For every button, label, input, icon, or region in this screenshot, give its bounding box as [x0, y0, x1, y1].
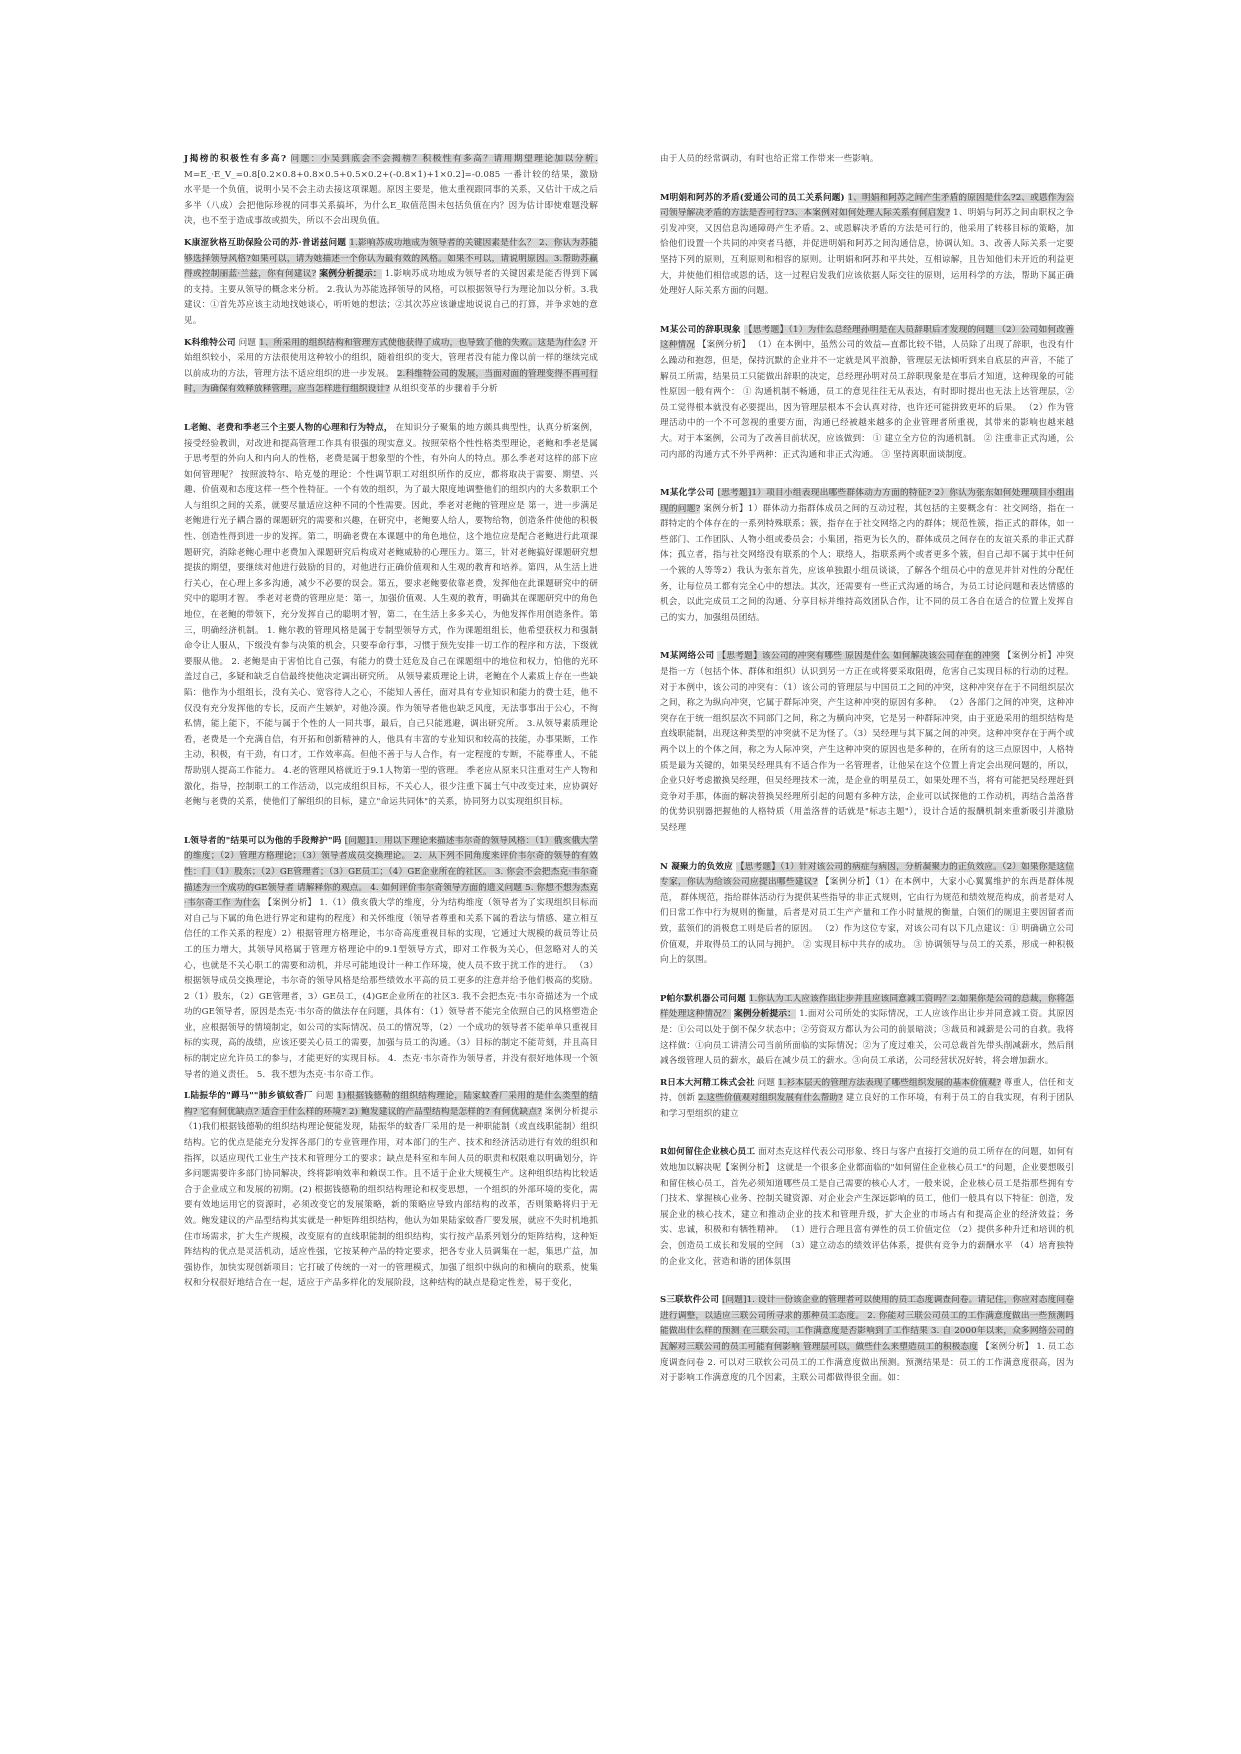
case-entry	[660, 152, 1074, 168]
case-entry	[184, 1089, 598, 1292]
analysis-label: 案例分析提示：	[734, 1009, 797, 1020]
case-entry	[660, 191, 1074, 300]
case-analysis: 由于人员的经常调动，有时也给正常工作带来一些影响。	[660, 154, 879, 164]
case-title: M某公司的辞职现象	[660, 324, 741, 335]
case-analysis: M=E_·E_V_=0.8[0.2×0.8+0.8×0.5+0.5×0.2+(-0.8×1)+1×0.2]=-0.085 一番计较的结果，激励水平是一个负值，说明小吴不会主动去接这项课题。原因主要是，他太重视跟同事的关系，又估计干成之后多半（八成）会把他际珍视的同事关系搞坏，为什么E_取值范围未包括负值在内？因为估计即使难题没解决，也不至于造成事故或损失，所以不会出现负值。	[184, 169, 598, 227]
case-question: [问题]1. 设计一份该企业的管理者可以使用的员工态度调查问卷。请记住，你应对态度问卷进行调整，以适应三联公司所寻求的那种员工态度。 2. 你能对三联公司员工的工作满意度做出一些预测吗 能做出什么样的预测 在三联公司，工作满意度是否影响到了工作结果 3. 自 2000年以来，众多网络公司的瓦解对三联公司的员工可能有何影响 管理层可以，做些什么来塑造员工的积极态度	[660, 1295, 1074, 1352]
case-title: N 凝聚力的负效应	[660, 861, 733, 872]
case-question-2: 2.科维特公司的发展，当面对面的管理变得不再可行时，为确保有效释放释管理，应当怎样进行组织设计?	[184, 368, 598, 395]
case-title: S三联软件公司	[660, 1295, 720, 1306]
case-question: 问题：小吴到底会不会揭榜？积极性有多高？请用期望理论加以分析.	[290, 154, 598, 164]
case-entry	[184, 236, 598, 330]
case-entry	[660, 323, 1074, 463]
case-question: 1.影响苏成功地成为领导者的关键因素是什么？ 2、你认为苏能够选择领导风格?如果可以，请为她描述一个你认为最有效的风格。如果不可以，请说明原因。3.帮助苏赢得或控制丽蓝·兰兹，你有何建议?	[184, 237, 599, 280]
case-title: R如何留住企业核心员工	[660, 1147, 756, 1158]
case-analysis: 尊重人，信任和支持，创新	[660, 1077, 1075, 1104]
case-question: 1.你认为工人应该作出让步并且应该同意减工资吗？2.如果你是公司的总裁，你将怎样处理这种情况？	[660, 993, 1075, 1020]
case-title: J揭榜的积极性有多高?	[184, 154, 287, 164]
case-title: M某网络公司	[660, 651, 715, 662]
left-column	[184, 152, 598, 1315]
case-entry	[184, 834, 598, 1084]
case-entry	[184, 421, 598, 811]
case-title: K科维特公司	[184, 337, 236, 348]
case-question: 【思考题】该公司的冲突有哪些 原因是什么 如何解决该公司存在的冲突	[717, 651, 1000, 662]
case-entry	[660, 1145, 1074, 1270]
case-title: K康涩狄格互助保险公司的苏·普诺兹问题	[184, 237, 347, 248]
case-analysis-2: 建立良好的工作环境，有利于员工的自我实现，有利于团队和学习型组织的建立	[660, 1093, 1074, 1119]
case-question: 1、明娟和阿苏之间产生矛盾的原因是什么?2、或恩作为公司领导解决矛盾的方法是否可行?3、本案例对如何处理人际关系有何启发?	[660, 192, 1074, 219]
case-analysis: 1.影响苏成功地成为领导者的关键因素是能否得到下属的支持。主要从领导的概念来分析。 2.我认为苏能选择领导的风格，可以根据领导行为理论加以分析。3.我建议：①首先苏应该主动地找她谈心，听听她的想法；②其次苏应该谦虚地说说自己的打算，并争求她的意见。	[184, 269, 599, 326]
case-entry	[184, 336, 598, 398]
case-entry	[660, 1293, 1074, 1387]
case-title: M明娟和阿苏的矛盾(爱通公司的员工关系问题)	[660, 192, 845, 203]
case-question-2: 2.这些价值观对组织发展有什么帮助?	[698, 1093, 843, 1104]
case-analysis: 【案例分析】 （1）在本例中，虽然公司的效益—直都比较不错，人员除了出现了辞职，也没有什么躁动和抱怨，但是，保持沉默的企业并不一定就是风平浪静，管理层无法倾听到来自底层的声音，不能了解员工所需，结果员工只能做出辞职的决定，总经理孙明对员工辞职现象是在事后才知道，这种现象的可能性原因一般有两个： ① 沟通机制不畅通，员工的意见往往无从表达，有时即时提出也无法上达管理层，② 员工觉得根本就没有必要提出，因为管理层根本不会认真对待，也许还可能拼致更坏的后果。 （2）作为管理活动中的一个不可忽视的重要方面，沟通已经被越来越多的企业管理者所重视，其带来的影响也越来越大。对于本案例，公司为了改善目前状况，应该做到： ① 建立全方位的沟通机制。 ② 注重非正式沟通，公司内部的沟通方式不外乎两种：正式沟通和非正式沟通。 ③ 坚持离职面谈制度。	[660, 340, 1074, 460]
case-analysis: 开始组织较小，采用的方法很使用这种较小的组织，随着组织的变大，管理者没有能力像以前一样的继续完成以前成功的方法，管理方法不适应组织的进一步发展。	[184, 337, 598, 379]
case-question: 1)根据钱德勒的组织结构理论，陆家蚊香厂采用的是什么类型的结构? 它有何优缺点? 适合于什么样的环境? 2) 鲍发建议的产品型结构是怎样的? 有何优缺点?	[184, 1091, 599, 1117]
case-lead: 问题	[757, 1077, 776, 1088]
case-title: P帕尔默机器公司问题	[660, 993, 746, 1004]
case-analysis-2: 从组织变革的步骤着手分析	[392, 384, 498, 395]
case-question: 【思考题】（1）针对该公司的病症与病因，分析凝聚力的正负效应。（2）如果你是这位专家，你认为给该公司应提出哪些建议?	[660, 861, 1074, 888]
case-question: 1、所采用的组织结构和管理方式使他获得了成功，也导致了他的失败。这是为什么?	[259, 337, 587, 348]
case-analysis: 案例分析提示（1)我们根据钱德勒的组织结构理论便能发现，陆振华的蚊香厂采用的是一种职能制（或直线职能制）组织结构。它的优点是能充分发挥各部门的专业管理作用，对本部门的生产、技术和经济活动进行有效的组织和指挥，以适应现代工业生产技术和管理分工的要求；缺点是科室和车间人员的职责和权限难以明确划分，许多问题需要许多部门协同解决，终将影响效率和赖误工作。且不适于企业大规模生产。这种组织结构比较适合于企业成立和发展的初期。(2) 根据钱德勒的组织结构理论和权变思想，一个组织的外部环境的变化，需要有效地运用它的资源时，必须改变它的发展策略，新的策略应导致内部结构的改革，否则策略将归于无效。鲍发建议的产品型结构其实就是一种矩阵组织结构，他认为如果陆家蚊香厂要发展，就应不失时机地抓住市场需求，扩大生产规模，改变原有的直线职能制的组织结构，实行按产品系列划分的矩阵结构，这种矩阵结构的优点是灵活机动，适应性强，它按某种产品的特定要求，把各专业人员调集在一起，集思广益，加强协作，加快实现创新项目；它打破了传统的一对一的管理模式，加强了组织中纵向的和横向的联系，使集权和分权很好地结合在一起，适应于产品多样化的发展阶段，这种结构的缺点是稳定性差，易于变化，	[184, 1106, 598, 1289]
case-lead: 问题	[238, 337, 257, 348]
case-analysis: 在知识分子聚集的地方颇具典型性，认真分析案例，接受经验教训，对改进和提高管理工作具有很强的现实意义。按照荣格个性性格类型理论，老鲍和季老是属于思考型的外向人和内向人的性格，老费是属于想象型的个性，有外向人的特点。那么季老对这样的部下应如何管理呢？ 按照波特尔、哈克曼的理论：个性调节职工对组织所作的反应，都将取决于需要、期望、兴趣、价值观和态度这样一些个性特征。一个有效的组织，为了最大限度地调整他们的组织内的大多数职工个人与组织之间的关系，就要尽量适应这种不同的个性需要。因此，季老对老鲍的管理应是 第一，进一步满足老鲍进行光子耦合器的课题研究的需要和兴趣，在研究中，老鲍要人给人，要物给物，创造条件使他的积极性、创造性得到进一步的发挥。第二，明确老费在本课题中的角色地位，这个地位应是配合老鲍进行此项课题研究，消除老鲍心理中老费加入课题研究后构成对老鲍威胁的心理压力。第三，针对老鲍搞好课题研究想提拔的期望，要继续对他进行鼓励的目的，对他进行正确价值观和人生观的教育和培养。第四，从生活上进行关心，在心理上多多沟通，减少不必要的误会。第五，要求老鲍要依靠老费，发挥他在此课题研究中的研究中的聪明才智。 季老对老费的管理应是：第一，加强价值观、人生观的教育，明确其在课题研究中的角色地位，在老鲍的带领下，充分发挥自己的聪明才智，第二，在生活上多多关心，为他发挥作用创造条件。第三，明确经济机制。 1. 鲍尔教的管理风格是属于专制型领导方式，作为课题组组长，他希望获权力和强制命令让人服从，下级没有参与决策的机会，只要奉命行事，习惯于预先安排一切工作的程序和方法，下级就要服从他。 2. 老鲍是由于害怕比自己强，有能力的费士廷危及自己在课题组中的地位和权力，怕他的光环盖过自己，多疑和缺乏自信最终使他决定调出研究所。 从领导素质理论上讲，老鲍在个人素质上存在一些缺陷：他作为小组组长，没有关心、宽容待人之心，不能知人善任，面对具有专业知识和能力的费士廷，他不仅没有充分发挥他的专长，反而产生嫉妒，对他冷漠。作为领导者他也缺乏风度，无法事事出于公心，不徇私情，能上能下，不能与属于个性的人一同共事，最后，自己只能逃避，调出研究所。 3.从领导素质理论看，老费是一个充满自信，有开拓和创新精神的人，他具有丰富的专业知识和较高的技能，办事果断，工作主动，积极，有干劲，有口才，工作效率高。但他不善于与人合作，有一定程度的专断，不能尊重人，不能帮助别人提高工作能力。 4.老的管理风格就近于9.1人物第一型的管理。 季老应从原来只注重对生产人物和激化，指导，控制职工的工作活动，以完成组织目标，不关心人，很少注重下属士气中改变过来，应协调好老鲍与老费的关系，使他们了解组织的目标，建立"命运共同体"的关系，协同努力以实现组织目标。	[184, 422, 598, 808]
case-analysis: 【案例分析】（1）在本例中，大家小心翼翼维护的东西是群体规范， 群体规范，指给群体活动行为提供某些指导的非正式规则，它由行为规范和绩效规范构成，前者是对人们日常工作中行为规则的衡量，后者是对员工生产产量和工作小时量规的衡量，白领们的厕退主要因留者而致，蓝领们的消极怠工则是后者的原因。 （2）作为这位专家，对该公司有以下几点建议：① 明确确立公司价值观，并取得员工的认同与拥护。 ② 实现目标中共存的成功。 ③ 协调领导与员工的关系，形成一种积极向上的氛围。	[660, 877, 1074, 966]
right-column	[660, 152, 1074, 1410]
case-entry	[660, 649, 1074, 836]
case-title: L领导者的"结果可以为他的手段辩护"吗	[184, 835, 342, 846]
case-analysis: 面对杰克这样代表公司形象、终日与客户直接打交道的员工所存在的问题，如何有效地加以解决呢【案例分析】 这就是一个很多企业都面临的"如何留住企业核心员工"的问题，企业要想吸引和留住核心员工，首先必须知道哪些员工是自己需要的核心人才，一般来说，企业核心员工是指那些拥有专门技术、掌握核心业务、控制关键资源、对企业会产生深远影响的员工，他们一般具有以下特征：创造，发展企业的核心技术，建立和推动企业的技术和管理升级，扩大企业的市场占有和提高企业的经济效益；务实、忠诚，积极和有牺牲精神。 （1）进行合理且富有弹性的员工价值定位 （2）提供多种升迁和培训的机会，创造员工成长和发展的空间 （3）建立动态的绩效评估体系，提供有竞争力的薪酬水平 （4）培育独特的企业文化，营造和谐的团体氛围	[660, 1147, 1074, 1267]
case-analysis: 【案例分析】 1.（1）俄亥俄大学的维度，分为结构维度（领导者为了实现组织目标而对自己与下属的角色进行界定和建构的程度）和关怀维度（领导者尊重和关系下属的看法与情感、建立相互信任的工作关系的程度）2）根据管理方格理论，韦尔奇高度重视目标的实现，它通过大规模的裁员等让员工的压力增大，其领导风格属于管理方格理论中的9.1型领导方式，即对工作极为关心，但忽略对人的关心，也就是不关心职工的需要和动机，并尽可能地设计一种工作环境，使人员不致于扰工作的进行。 （3）根据领导成员交换理论，韦尔奇的领导风格是给那些绩效水平高的员工更多的注意并给予他们极高的奖励。 2（1）股东，（2）GE管理者，3）GE员工，(4)GE企业所在的社区3. 我不会把杰克·韦尔奇描述为一个成功的GE领导者，原因是杰克·韦尔奇的做法存在问题，具体有：（1）领导者不能完全依照自己的风格塑造企业，应根据领导的情境制定，如公司的实际情况、员工的情况等，（2）一个成功的领导者不能单单只重视目标的实现，高的战绩，应该还要关心员工的需要，加强与员工的沟通。（3）目标的制定不能苛刻，并且高目标的制定应允许员工的参与，才能更好的实现目标。 4．杰克·韦尔奇作为领导者，并没有很好地体现一个领导者的道义责任。 5．我不想为杰克·韦尔奇工作。	[184, 898, 598, 1080]
case-title: R日本大河精工株式会社	[660, 1077, 755, 1088]
case-analysis: 【案例分析】 1. 员工态度调查问卷 2. 可以对三联软公司员工的工作满意度做出预测。预测结果是：员工的工作满意度很高，因为对于影响工作满意度的几个因素，主联公司都做得很全面。如：	[660, 1342, 1074, 1384]
case-title: M某化学公司	[660, 488, 715, 499]
case-entry	[184, 152, 598, 230]
case-entry	[660, 860, 1074, 969]
case-analysis: 1、明娟与阿苏之间由职权之争引发冲突，又因信息沟通障碍产生矛盾。2、或恩解决矛盾的方法是可行的，他采用了转移目标的策略，加恰他们设置一个共同的冲突者马德，并促进明娟和阿苏之间沟通信息，协调认知。3、改善人际关系一定要坚持下列的原则，互利原则和相容的原则。让明娟和阿苏和平共处，互相谅解，且告知他们未开近的利益更大，并使他们相信或恩的话，这一过程启发我们应该依据人际交往的原则，运用科学的方法，帮助下属正确处理好人际关系方面的问题。	[660, 208, 1074, 297]
case-analysis: 1.面对公司所处的实际情况，工人应该作出让步并同意减工资。其原因是：①公司以处于倒不保夕状态中；②劳资双方都认为公司的前景暗淡；③裁员和减薪是公司的自救。我将这样做：①向员工讲清公司当前所面临的实际情况；②为了度过难关，公司总裁首先带头削减薪水，然后削减各级管理人员的薪水，最后在减少员工的薪水。③向员工承诺，公司经营状况好转，将会增加薪水。	[660, 1009, 1074, 1067]
case-entry	[660, 992, 1074, 1070]
case-question: 【思考题】（1）为什么总经理孙明是在人员辞职后才发现的问题 （2）公司如何改善这种情况	[660, 324, 1074, 351]
case-question: [问题]1．用以下理论来描述韦尔奇的领导风格：（1）俄亥俄大学的维度；（2）管理方格理论；（3）领导者成员交换理论。 2．从下列不同角度来评价韦尔奇的领导的有效性：门（1）股东；（2）GE管理者；（3）GE员工；（4）GE企业所在的社区。 3. 你会不会把杰克·韦尔奇描述为一个成功的GE领导者 请解释你的观点。 4. 如何评价韦尔奇领导方面的遗义问题 5. 你想不想为杰克·韦尔奇工作 为什么	[184, 835, 598, 909]
case-analysis: 案例分析】1）群体动力指群体成员之间的互动过程，其包括的主要概念有：社交网络，指在一群特定的个体存在的一系列特殊联系；簇，指存在于社交网络之内的群体；规范性簇，指正式的群体，如一些部门、工作团队、人物小组或委员会；小集团，指更为长久的，群体成员之间存在的友谊关系的非正式群体；孤立者，指与社交网络没有联系的个人；联络人，指联系两个或者更多个簇，但自己却不属于其中任何一个簇的人等等2）我认为张东首先，应该单独跟小组员谈谈，了解各个组员心中的意见并针对性的分配任务，让每位员工都有完全心中的想法。其次，还需要有一些正式沟通的场合，为员工讨论问题和表达情感的机会，以此完成员工之间的沟通、分享目标并维持高效团队合作，让不同的员工各自在适合的位置上发挥自己的实力，加强组员团结。	[660, 503, 1074, 623]
case-entry	[660, 1076, 1074, 1123]
case-title: L陆振华的"蹲马""肺乡镇蚊香厂	[184, 1091, 313, 1102]
case-title: L老鲍、老费和季老三个主要人物的心理和行为特点，	[184, 422, 393, 433]
case-analysis: 【案例分析】冲突是指一方（包括个体、群体和组织）认识到另一方正在或将要采取阻碍，危害自己实现目标的行动的过程。对于本例中，该公司的冲突有：（1）该公司的管理层与中国员工之间的冲突，这种冲突存在于不同组织层次之间，称之为纵向冲突，它属于群际冲突，产生这种冲突的原因有多种。 （2）各部门之间的冲突，这种冲突存在于统一组织层次不同部门之间，称之为横向冲突，它是另一种群际冲突，由于亚逊采用的组织结构是直线职能制，出现这种类型的冲突就不足为怪了。（3）吴经理与其下属之间的冲突。这种冲突存在于两个或两个以上的个体之间，称之为人际冲突，产生这种冲突的原因也是多种的，在所有的这三点原因中，人格特质是最为关键的，如果吴经理具有不适合作为一名管理者，让他呆在这个位置上肯定会出现问题的，所以，企业只好考虑撤换吴经理，但吴经理技术一流，是企业的明星员工，如果处理不当，将有可能把吴经理赶到竞争对手那，体面的解决替换吴经理所引起的问题有多种方法，企业可以试探他的工作动机，再结合盖洛普的优势识别器把握他的人格特质（用盖洛普的话就是"标志主题"），设计合适的报酬机制来重新吸引并激励吴经理	[660, 651, 1074, 833]
case-lead: 问题	[315, 1091, 334, 1102]
analysis-label: 案例分析提示：	[319, 269, 382, 280]
case-entry	[660, 486, 1074, 626]
case-question: 1.衫本层天的管理方法表现了哪些组织发展的基本价值观?	[778, 1077, 1002, 1088]
case-question: [思考题]1）项目小组表现出哪些群体动力方面的特征? 2）你认为张东如何处理项目小组出现的问题?	[660, 488, 1074, 514]
